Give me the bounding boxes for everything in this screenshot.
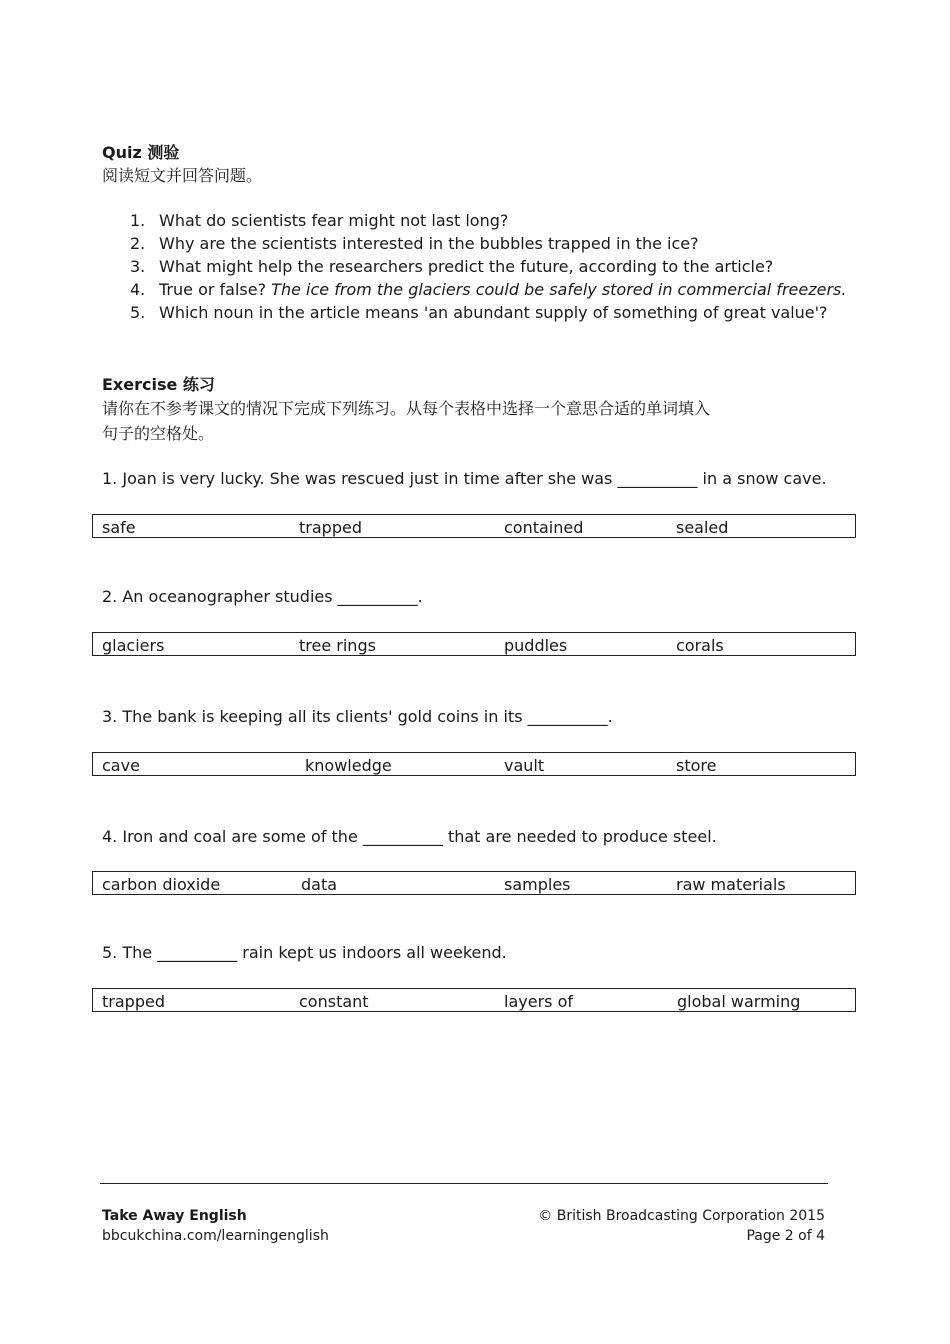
option-cell: trapped xyxy=(102,992,165,1011)
quiz-question xyxy=(130,234,699,253)
option-cell: data xyxy=(301,875,338,894)
quiz-question xyxy=(130,303,828,322)
footer-url[interactable]: bbcukchina.com/learningenglish xyxy=(102,1228,329,1244)
exercise-sentence: 2. An oceanographer studies __________. xyxy=(102,587,423,606)
exercise-sentence: 3. The bank is keeping all its clients' gold coins in its __________. xyxy=(102,707,613,726)
option-cell: glaciers xyxy=(102,636,165,655)
exercise-instruction-line1: 请你在不参考课文的情况下完成下列练习。从每个表格中选择一个意思合适的单词填入 xyxy=(102,399,711,418)
option-cell: corals xyxy=(676,636,724,655)
option-cell: trapped xyxy=(299,518,362,537)
footer-divider xyxy=(100,1183,828,1184)
question-number: 1. xyxy=(130,211,146,230)
option-cell: global warming xyxy=(677,992,801,1011)
footer-page-number: Page 2 of 4 xyxy=(746,1228,825,1244)
option-cell: raw materials xyxy=(676,875,786,894)
option-cell: samples xyxy=(504,875,571,894)
options-table xyxy=(92,871,856,895)
quiz-question xyxy=(130,257,773,276)
exercise-instruction-line2: 句子的空格处。 xyxy=(102,424,215,443)
options-table xyxy=(92,752,856,776)
option-cell: carbon dioxide xyxy=(102,875,221,894)
exercise-sentence: 4. Iron and coal are some of the __________ that are needed to produce steel. xyxy=(102,827,717,846)
option-cell: puddles xyxy=(504,636,568,655)
question-text: What do scientists fear might not last long? xyxy=(159,211,509,230)
quiz-title: Quiz 测验 xyxy=(102,143,180,162)
question-number: 5. xyxy=(130,303,146,322)
exercise-sentence: 1. Joan is very lucky. She was rescued just in time after she was __________ in a snow cave. xyxy=(102,469,827,488)
exercise-sentence: 5. The __________ rain kept us indoors all weekend. xyxy=(102,943,507,962)
footer-brand: Take Away English xyxy=(102,1208,247,1224)
option-cell: vault xyxy=(504,756,545,775)
option-cell: tree rings xyxy=(299,636,376,655)
option-cell: safe xyxy=(102,518,136,537)
options-table xyxy=(92,632,856,656)
question-number: 2. xyxy=(130,234,146,253)
question-prefix: True or false? xyxy=(159,280,272,299)
option-cell: store xyxy=(676,756,717,775)
question-number: 3. xyxy=(130,257,146,276)
question-text: What might help the researchers predict the future, according to the article? xyxy=(159,257,774,276)
option-cell: layers of xyxy=(504,992,573,1011)
option-cell: contained xyxy=(504,518,584,537)
question-text: Which noun in the article means 'an abundant supply of something of great value'? xyxy=(159,303,828,322)
question-text: Why are the scientists interested in the bubbles trapped in the ice? xyxy=(159,234,699,253)
option-cell: knowledge xyxy=(305,756,392,775)
option-cell: sealed xyxy=(676,518,729,537)
options-table xyxy=(92,988,856,1012)
footer-copyright: © British Broadcasting Corporation 2015 xyxy=(538,1208,825,1224)
exercise-title: Exercise 练习 xyxy=(102,375,215,394)
option-cell: cave xyxy=(102,756,140,775)
question-statement: The ice from the glaciers could be safely stored in commercial freezers. xyxy=(271,280,847,299)
quiz-instruction: 阅读短文并回答问题。 xyxy=(102,166,263,185)
question-number: 4. xyxy=(130,280,146,299)
quiz-question xyxy=(130,211,508,230)
options-table xyxy=(92,514,856,538)
option-cell: constant xyxy=(299,992,369,1011)
quiz-question xyxy=(130,280,846,299)
